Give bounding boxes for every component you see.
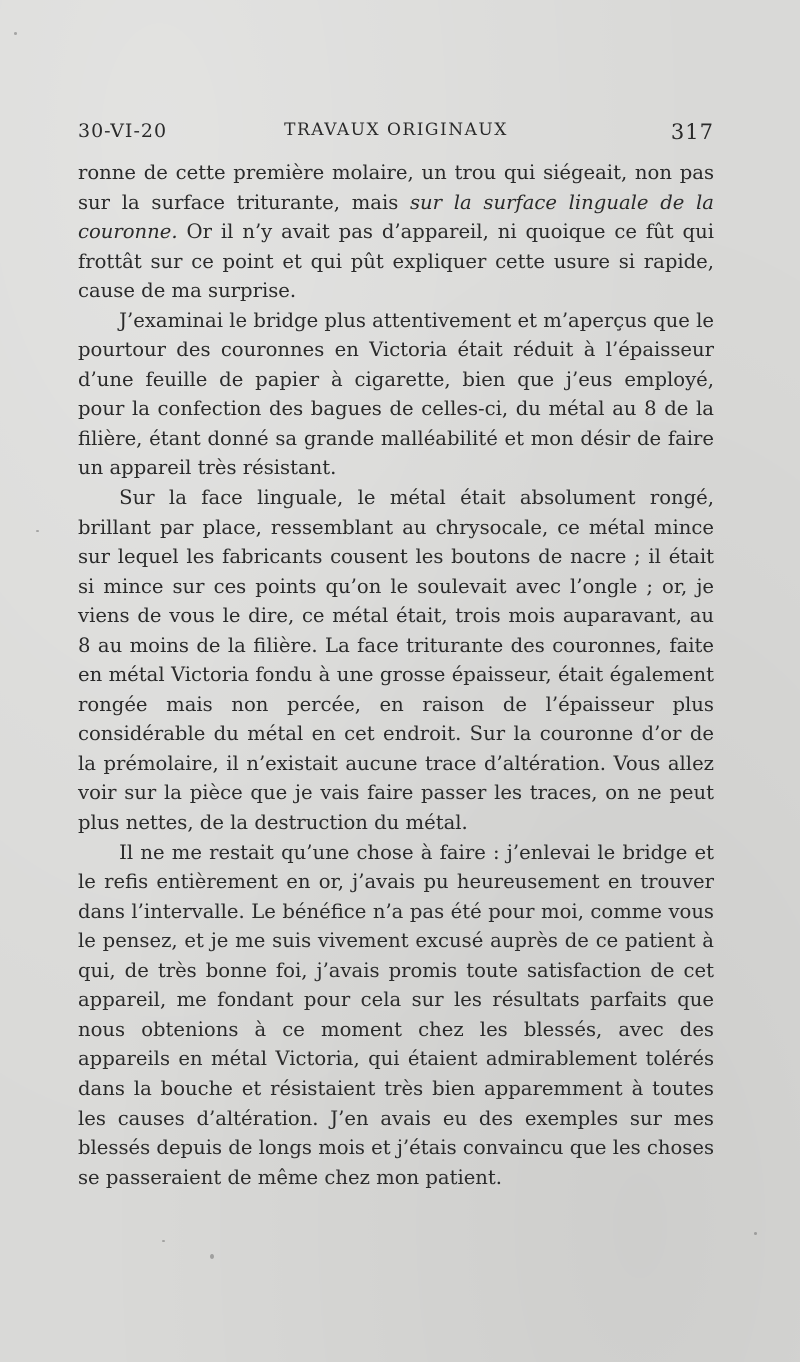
paragraph-2-text: J’examinai le bridge plus attentivement et m’aperçus que le pourtour des couronnes en Victoria était réduit à l’épaisseur d’une feuille de papier à cigarette, bien que j’eus employé, pour la confection des bagues de celles-ci, du métal au 8 de la filière, étant donné sa grande malléabilité et mon désir de faire un appareil très résistant. [78,308,714,480]
paper-speck [162,1240,165,1242]
paragraph-1-italic: sur la surface linguale de la couronne. [78,190,714,244]
paper-speck [36,530,39,532]
header-title: TRAVAUX ORIGINAUX [284,120,508,140]
paragraph-1 [78,158,714,306]
paragraph-4-text: Il ne me restait qu’une chose à faire : j’enlevai le bridge et le refis entièrement en or, j’avais pu heureusement en trouver dans l’intervalle. Le bénéfice n’a pas été pour moi, comme vous le pensez, et je me suis vivement excusé auprès de ce patient à qui, de très bonne foi, j’avais promis toute satisfaction de cet appareil, me fondant pour cela sur les résultats parfaits que nous obtenions à ce moment chez les blessés, avec des appareils en métal Victoria, qui étaient admirablement tolérés dans la bouche et résistaient très bien apparemment à toutes les causes d’altération. J’en avais eu des exemples sur mes blessés depuis de longs mois et j’étais convaincu que les choses se passeraient de même chez mon patient. [78,840,714,1189]
paper-speck [14,32,17,35]
paragraph-2 [78,306,714,483]
paragraph-3 [78,483,714,838]
header-date: 30-VI-20 [78,120,168,142]
paper-speck [210,1254,214,1259]
paragraph-3-text: Sur la face linguale, le métal était absolument rongé, brillant par place, ressemblant au chrysocale, ce métal mince sur lequel les fabricants cousent les boutons de nacre ; il était si mince sur ces points qu’on le soulevait avec l’ongle ; or, je viens de vous le dire, ce métal était, trois mois auparavant, au 8 au moins de la filière. La face triturante des couronnes, faite en métal Victoria fondu à une grosse épaisseur, était également rongée mais non percée, en raison de l’épaisseur plus considérable du métal en cet endroit. Sur la couronne d’or de la prémolaire, il n’existait aucune trace d’altération. Vous allez voir sur la pièce que je vais faire passer les traces, on ne peut plus nettes, de la destruction du métal. [78,486,714,835]
paragraph-1-text: ronne de cette première molaire, un trou qui siégeait, non pas sur la surface triturante, mais [78,161,714,214]
paper-speck [754,1232,757,1235]
paragraph-1-text-end: Or il n’y avait pas d’appareil, ni quoique ce fût qui frottât sur ce point et qui pût expliquer cette usure si rapide, cause de ma surprise. [78,220,714,303]
body-text [78,158,714,1192]
page-number: 317 [670,120,714,144]
running-header [78,120,714,150]
paragraph-4 [78,838,714,1193]
